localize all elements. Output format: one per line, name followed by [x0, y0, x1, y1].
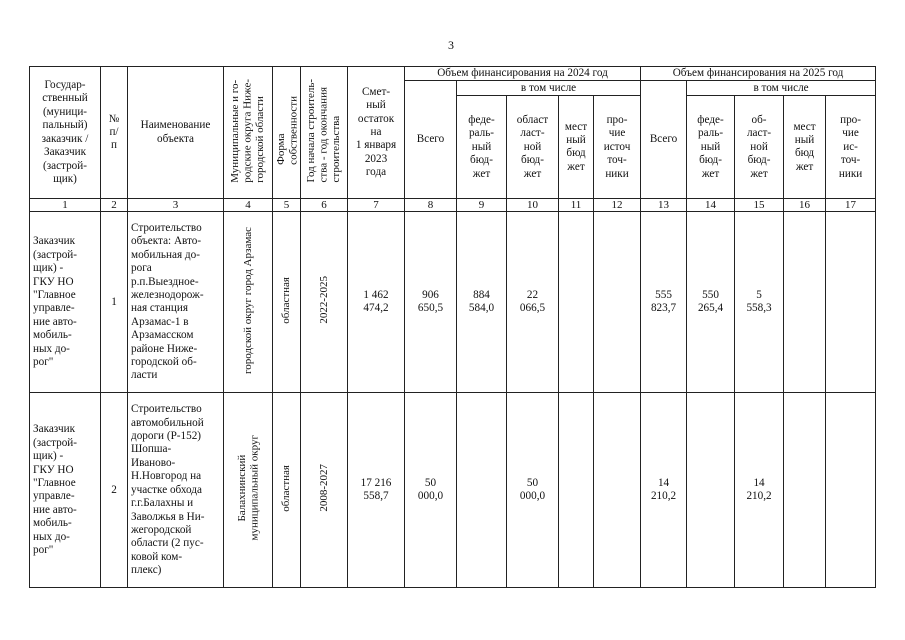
column-number: 6 [301, 199, 348, 212]
column-number: 8 [405, 199, 457, 212]
header-total-2024: Всего [405, 81, 457, 199]
column-number: 5 [273, 199, 301, 212]
column-number: 12 [594, 199, 641, 212]
row-local-2024 [559, 212, 594, 393]
column-number: 16 [784, 199, 826, 212]
row-other-2024 [594, 393, 641, 588]
header-local-2024: мест ный бюд жет [559, 96, 594, 199]
row-total-2025: 555 823,7 [641, 212, 687, 393]
header-object-name: Наименование объекта [128, 67, 224, 199]
row-other-2025 [826, 393, 876, 588]
column-number: 11 [559, 199, 594, 212]
row-local-2025 [784, 393, 826, 588]
header-including-2025: в том числе [687, 81, 876, 96]
row-other-2024 [594, 212, 641, 393]
row-estimate: 1 462 474,2 [348, 212, 405, 393]
row-years [301, 393, 348, 588]
financing-table [29, 66, 876, 588]
column-number: 4 [224, 199, 273, 212]
column-number: 17 [826, 199, 876, 212]
header-including-2024: в том числе [457, 81, 641, 96]
row-number: 1 [101, 212, 128, 393]
column-number: 7 [348, 199, 405, 212]
header-ownership [273, 67, 301, 199]
column-number-row [30, 199, 876, 212]
row-regional-2024: 50 000,0 [507, 393, 559, 588]
row-estimate: 17 216 558,7 [348, 393, 405, 588]
row-local-2024 [559, 393, 594, 588]
row-municipality [224, 393, 273, 588]
row-total-2024: 906 650,5 [405, 212, 457, 393]
header-regional-2025: об- ласт- ной бюд- жет [735, 96, 784, 199]
row-ownership [273, 212, 301, 393]
row-regional-2025: 5 558,3 [735, 212, 784, 393]
row-federal-2024: 884 584,0 [457, 212, 507, 393]
header-funding-2024: Объем финансирования на 2024 год [405, 67, 641, 81]
row-federal-2025: 550 265,4 [687, 212, 735, 393]
header-other-2024: про- чие источ точ- ники [594, 96, 641, 199]
header-total-2025: Всего [641, 81, 687, 199]
header-ownership-text: Форма собственности [275, 96, 300, 165]
header-municipality-text: Муниципальные и го- родские округа Ниже- городской области [229, 78, 267, 183]
row-years-text: 2022-2025 [317, 276, 330, 325]
table-row [30, 212, 876, 393]
header-years [301, 67, 348, 199]
row-years [301, 212, 348, 393]
column-number: 13 [641, 199, 687, 212]
column-number: 10 [507, 199, 559, 212]
header-federal-2025: феде- раль- ный бюд- жет [687, 96, 735, 199]
row-object-name: Строительство объекта: Авто- мобильная до- рога р.п.Выездное- железнодорож- ная станция Арзамас-1 в Арзамасском районе Ниже- городской об- ласти [128, 212, 224, 393]
row-years-text: 2008-2027 [317, 464, 330, 513]
header-municipality [224, 67, 273, 199]
column-number: 1 [30, 199, 101, 212]
row-object-name: Строительство автомобильной дороги (Р-152) Шопша- Иваново- Н.Новгород на участке обхода г.г.Балахны и Заволжья в Ни- жегородской области (2 пус- ковой ком- плекс) [128, 393, 224, 588]
header-regional-2024: област ласт- ной бюд- жет [507, 96, 559, 199]
row-federal-2024 [457, 393, 507, 588]
page-number: 3 [448, 38, 454, 52]
header-local-2025: мест ный бюд жет [784, 96, 826, 199]
row-ownership [273, 393, 301, 588]
header-other-2025: про- чие ис- точ- ники [826, 96, 876, 199]
column-number: 3 [128, 199, 224, 212]
row-ownership-text: областная [280, 464, 293, 512]
header-years-text: Год начала строитель- ства - год окончания строительства [305, 78, 343, 183]
row-municipality [224, 212, 273, 393]
header-customer: Государ- ственный (муници- пальный) заказчик / Заказчик (застрой- щик) [30, 67, 101, 199]
row-municipality-text: городской округ город Арзамас [241, 226, 254, 374]
column-number: 9 [457, 199, 507, 212]
header-number: № п/ п [101, 67, 128, 199]
row-total-2025: 14 210,2 [641, 393, 687, 588]
row-total-2024: 50 000,0 [405, 393, 457, 588]
row-customer: Заказчик (застрой- щик) - ГКУ НО "Главное управле- ние авто- мобиль- ных до- рог" [30, 212, 101, 393]
header-estimate: Смет- ный остаток на 1 января 2023 года [348, 67, 405, 199]
row-customer: Заказчик (застрой- щик) - ГКУ НО "Главное управле- ние авто- мобиль- ных до- рог" [30, 393, 101, 588]
row-other-2025 [826, 212, 876, 393]
row-municipality-text: Балахнинский муниципальный округ [235, 435, 260, 541]
row-federal-2025 [687, 393, 735, 588]
header-row-1 [30, 67, 876, 81]
header-federal-2024: феде- раль- ный бюд- жет [457, 96, 507, 199]
header-funding-2025: Объем финансирования на 2025 год [641, 67, 876, 81]
column-number: 15 [735, 199, 784, 212]
column-number: 14 [687, 199, 735, 212]
column-number: 2 [101, 199, 128, 212]
table-row [30, 393, 876, 588]
row-regional-2025: 14 210,2 [735, 393, 784, 588]
row-ownership-text: областная [280, 276, 293, 324]
row-regional-2024: 22 066,5 [507, 212, 559, 393]
row-number: 2 [101, 393, 128, 588]
row-local-2025 [784, 212, 826, 393]
